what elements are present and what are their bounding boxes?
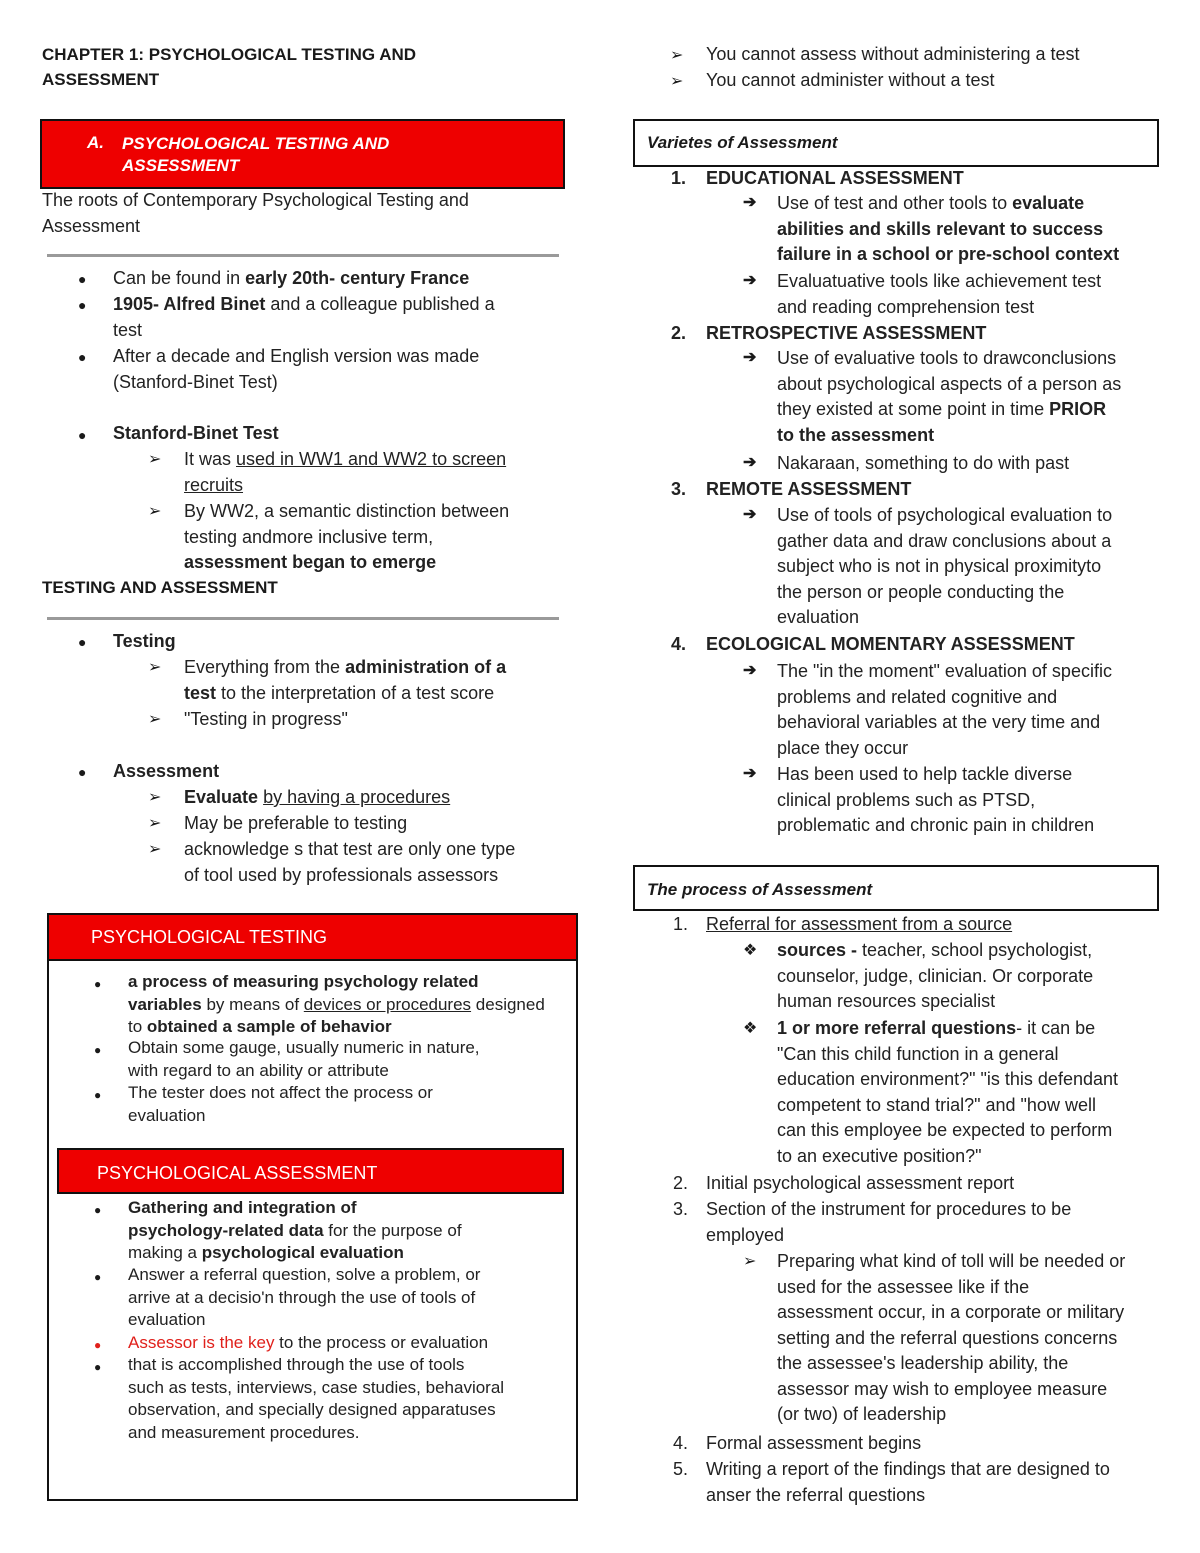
bullet-icon: ● [78,427,87,443]
divider [47,254,559,257]
arrowhead-icon: ➢ [670,47,684,64]
bullet-icon: ● [78,297,87,313]
list-number: 1. [673,914,689,934]
list-item: acknowledge s that test are only one type of tool used by professionals assessors [184,839,516,885]
arrowhead-icon: ➢ [148,789,162,806]
arrowhead-icon: ➢ [148,451,162,468]
list-item: You cannot assess without administering a test [706,44,1080,64]
bullet-icon: ● [94,1203,102,1217]
arrow-right-icon: ➔ [743,349,757,366]
list-item: a process of measuring psychology related variables by means of devices or procedures designed to obtained a sample of behavior [128,972,545,1036]
process-box [633,865,1159,911]
list-item: Assessor is the key to the process or evaluation [128,1333,489,1352]
section-a-title: PSYCHOLOGICAL TESTING AND ASSESSMENT [122,134,390,175]
list-item: Has been used to help tackle diverse clinical problems such as PTSD, problematic and chronic pain in children [777,764,1095,835]
chapter-title: CHAPTER 1: PSYCHOLOGICAL TESTING AND ASSESSMENT [42,45,417,89]
list-item: Answer a referral question, solve a problem, or arrive at a decisio'n through the use of tools of evaluation [128,1265,481,1329]
list-item: "Testing in progress" [184,709,348,729]
list-item: Nakaraan, something to do with past [777,453,1070,473]
list-item: Use of test and other tools to evaluate abilities and skills relevant to success failure in a school or pre-school context [777,193,1120,264]
arrowhead-icon: ➢ [148,503,162,520]
variety-title: ECOLOGICAL MOMENTARY ASSESSMENT [706,634,1075,654]
list-item: The tester does not affect the process or evaluation [128,1083,433,1125]
process-step: Section of the instrument for procedures to be employed [706,1199,1072,1245]
list-item: By WW2, a semantic distinction between testing andmore inclusive term, assessment began to emerge [184,501,510,572]
pt-header-bar [49,915,576,961]
list-item: The "in the moment" evaluation of specific problems and related cognitive and behavioral variables at the very time and place they occur [777,661,1112,758]
arrowhead-icon: ➢ [148,841,162,858]
varieties-title: Varietes of Assessment [647,133,838,152]
arrowhead-icon: ➢ [743,1253,757,1270]
pt-header: PSYCHOLOGICAL TESTING [91,927,328,947]
bullet-icon: ● [78,634,87,650]
list-item: Preparing what kind of toll will be needed or used for the assessee like if the assessment occur, in a corporate or military setting and the referral questions concerns the assessee's leadership ability, the assessor may wish to employee measure (or two) of leadership [777,1251,1126,1424]
bullet-icon: ● [78,349,87,365]
process-step: Referral for assessment from a source [706,914,1013,934]
list-item: It was used in WW1 and WW2 to screen recruits [184,449,507,495]
section-a-letter: A. [87,133,104,152]
arrow-right-icon: ➔ [743,506,757,523]
list-number: 3. [671,479,687,499]
list-item: After a decade and English version was made (Stanford-Binet Test) [113,346,480,392]
diamond-icon: ❖ [743,942,758,959]
assessment-title: Assessment [113,761,220,781]
bullet-icon: ● [94,1088,102,1102]
variety-title: REMOTE ASSESSMENT [706,479,912,499]
pa-header: PSYCHOLOGICAL ASSESSMENT [97,1163,378,1183]
arrowhead-icon: ➢ [148,711,162,728]
list-item: You cannot administer without a test [706,70,995,90]
list-item: May be preferable to testing [184,813,408,833]
list-item: Can be found in early 20th- century France [113,268,470,288]
bullet-icon: ● [94,977,102,991]
list-number: 4. [673,1433,689,1453]
list-item: Use of tools of psychological evaluation to gather data and draw conclusions about a subject who is not in physical proximityto the person or people conducting the evaluation [777,505,1113,627]
roots-text: The roots of Contemporary Psychological Testing and Assessment [42,190,469,236]
list-item: that is accomplished through the use of tools such as tests, interviews, case studies, behavioral observation, and specially designed apparatuses and measurement procedures. [128,1355,505,1442]
list-item: Use of evaluative tools to drawconclusions about psychological aspects of a person as they existed at some point in time PRIOR to the assessment [777,348,1122,445]
pa-header-bar [57,1148,564,1194]
arrow-right-icon: ➔ [743,454,757,471]
bullet-icon: ● [78,271,87,287]
arrowhead-icon: ➢ [148,815,162,832]
divider [47,617,559,620]
arrow-right-icon: ➔ [743,272,757,289]
list-number: 2. [673,1173,689,1193]
list-item: sources - teacher, school psychologist, counselor, judge, clinician. Or corporate human resources specialist [777,940,1094,1011]
arrow-right-icon: ➔ [743,765,757,782]
process-step: Initial psychological assessment report [706,1173,1015,1193]
bullet-icon: ● [94,1338,102,1352]
process-step: Formal assessment begins [706,1433,922,1453]
list-item: Obtain some gauge, usually numeric in nature, with regard to an ability or attribute [128,1038,480,1080]
bullet-icon: ● [94,1270,102,1284]
bullet-icon: ● [94,1360,102,1374]
process-step: Writing a report of the findings that are designed to anser the referral questions [706,1459,1110,1505]
list-item: Gathering and integration of psychology-related data for the purpose of making a psychological evaluation [128,1198,462,1262]
process-title: The process of Assessment [647,880,873,899]
list-item: 1 or more referral questions- it can be "Can this child function in a general education environment?" "is this defendant competent to stand trial?" and "how well can this employee be expected to perform to an executive position?" [777,1018,1118,1166]
list-number: 3. [673,1199,689,1219]
bullet-icon: ● [94,1043,102,1057]
bullet-icon: ● [78,764,87,780]
arrowhead-icon: ➢ [148,659,162,676]
list-item: 1905- Alfred Binet and a colleague published a test [113,294,495,340]
list-number: 4. [671,634,687,654]
diamond-icon: ❖ [743,1020,758,1037]
variety-title: EDUCATIONAL ASSESSMENT [706,168,964,188]
testing-title: Testing [113,631,176,651]
section-a-header [40,119,565,189]
arrow-right-icon: ➔ [743,194,757,211]
list-item: Everything from the administration of a test to the interpretation of a test score [184,657,507,703]
variety-title: RETROSPECTIVE ASSESSMENT [706,323,987,343]
testing-assessment-heading: TESTING AND ASSESSMENT [42,578,278,597]
list-item: Evaluate by having a procedures [184,787,451,807]
list-item: Evaluatuative tools like achievement test and reading comprehension test [777,271,1102,317]
arrowhead-icon: ➢ [670,73,684,90]
list-number: 1. [671,168,687,188]
list-number: 5. [673,1459,689,1479]
arrow-right-icon: ➔ [743,662,757,679]
varieties-box [633,119,1159,167]
list-number: 2. [671,323,687,343]
stanford-binet-title: Stanford-Binet Test [113,423,279,443]
